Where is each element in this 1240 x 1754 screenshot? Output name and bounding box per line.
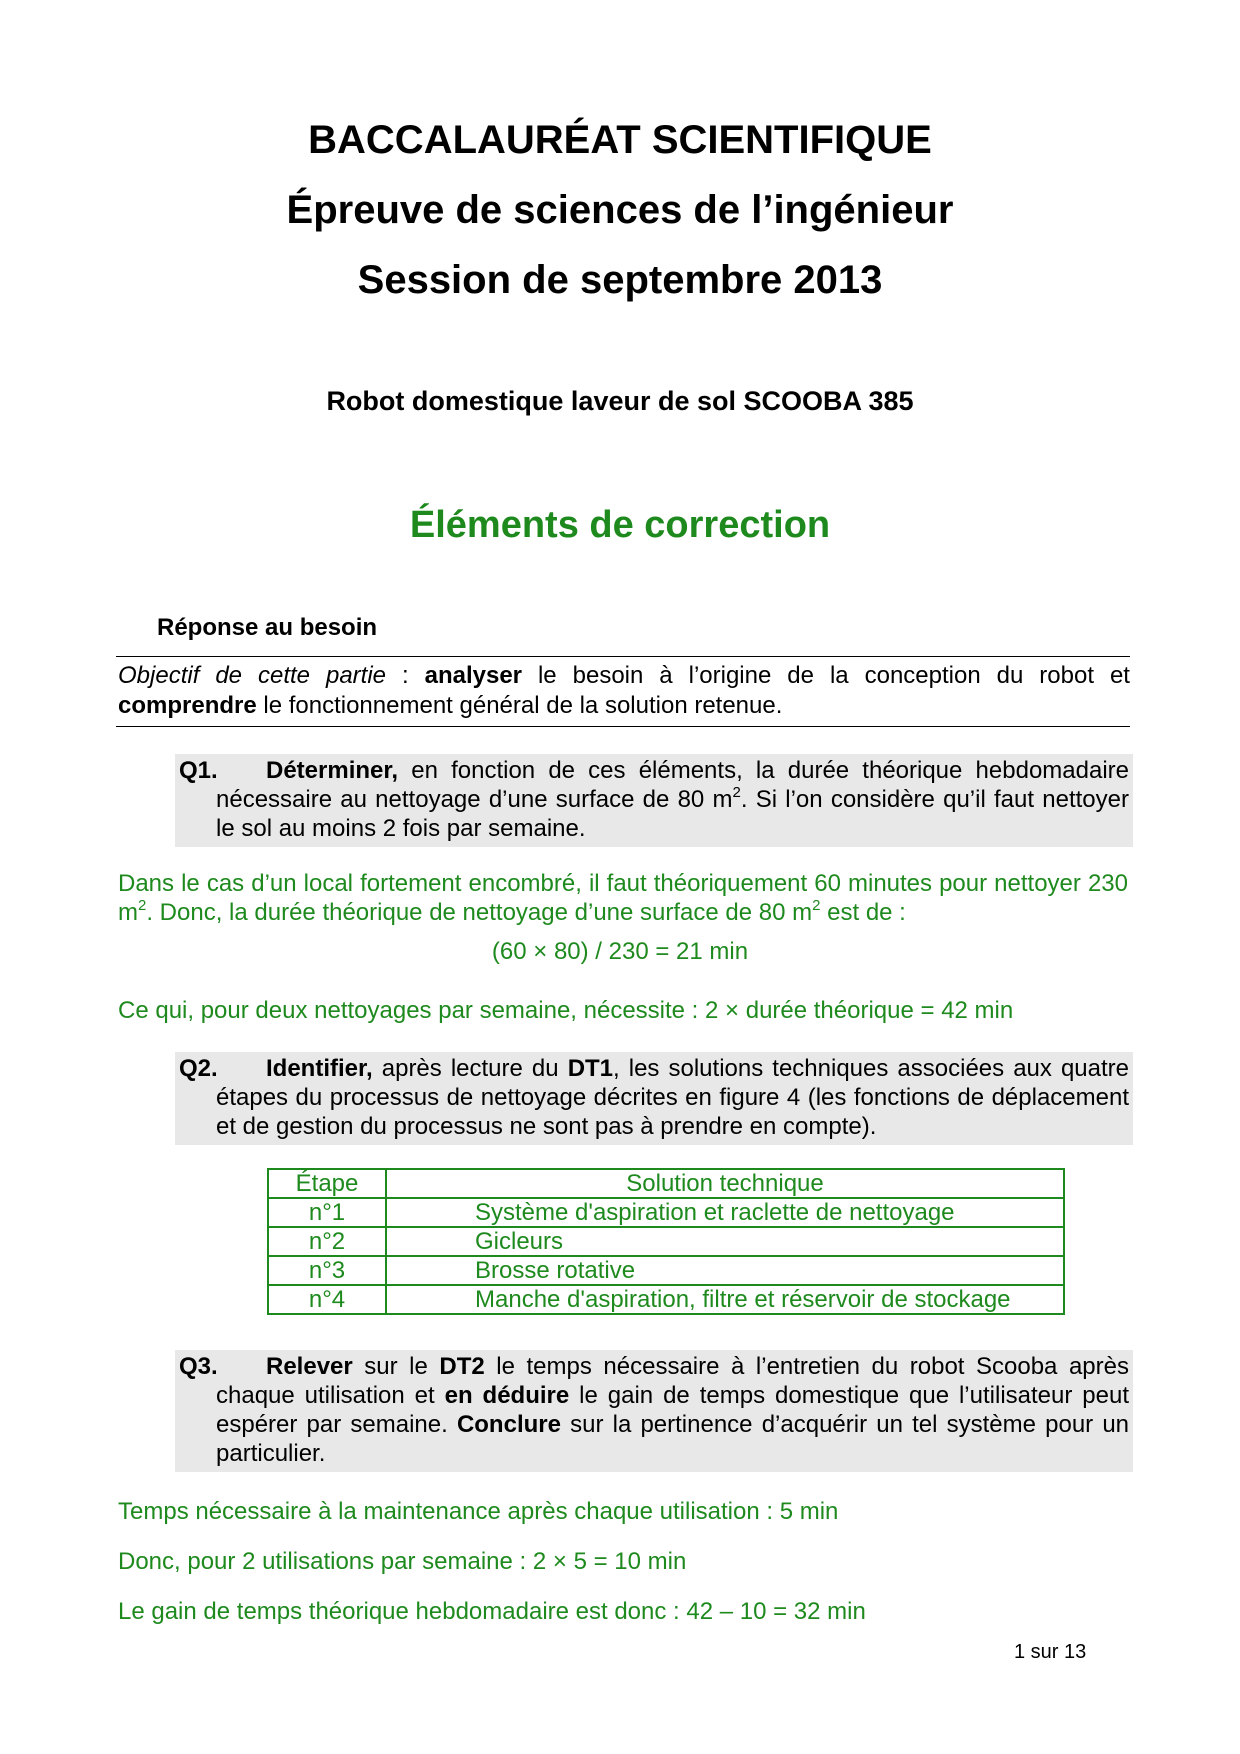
table-header-cell: Étape <box>268 1169 386 1198</box>
table-header-row <box>268 1169 1064 1198</box>
objective-verb-analyse: analyser <box>424 662 523 689</box>
table-cell: Gicleurs <box>386 1227 1064 1256</box>
table-cell: Système d'aspiration et raclette de nettoyage <box>386 1198 1064 1227</box>
question-verb: Relever <box>266 1353 353 1380</box>
question-text <box>216 1352 1133 1468</box>
page-number: 1 sur 13 <box>1014 1641 1087 1663</box>
table-cell: n°3 <box>268 1256 386 1285</box>
exam-session: Session de septembre 2013 <box>357 258 883 302</box>
question-text-part: . Si l’on considère qu’il faut nettoyer le sol au moins 2 fois par semaine. <box>216 786 1129 842</box>
subject-title: Robot domestique laveur de sol SCOOBA 385 <box>326 386 914 416</box>
question-text <box>216 756 1133 843</box>
answer-q1-formula: (60 × 80) / 230 = 21 min <box>491 938 749 965</box>
table-cell: Manche d'aspiration, filtre et réservoir de stockage <box>386 1285 1064 1314</box>
objective-colon: : <box>386 662 425 689</box>
exam-title: BACCALAURÉAT SCIENTIFIQUE <box>308 118 932 162</box>
section-title: Réponse au besoin <box>157 614 378 641</box>
question-verb: Identifier, <box>266 1055 373 1082</box>
question-number: Q1. <box>179 757 218 784</box>
question-text-part: le gain de temps domestique que l’utilisateur peut espérer par semaine. <box>216 1382 1129 1438</box>
question-text-part: sur la pertinence d’acquérir un tel système pour un particulier. <box>216 1411 1130 1467</box>
superscript: 2 <box>812 897 821 914</box>
solutions-table <box>267 1168 1065 1315</box>
table-cell: n°2 <box>268 1227 386 1256</box>
answer-text-part: est de : <box>820 899 906 926</box>
question-number: Q2. <box>179 1055 218 1082</box>
answer-q1-weekly: Ce qui, pour deux nettoyages par semaine, nécessite : 2 × durée théorique = 42 min <box>118 997 1014 1024</box>
exam-subtitle: Épreuve de sciences de l’ingénieur <box>286 188 954 232</box>
answer-q3-gain: Le gain de temps théorique hebdomadaire est donc : 42 – 10 = 32 min <box>118 1598 866 1625</box>
objective-label: Objectif de cette partie <box>118 662 387 689</box>
question-text-part: après lecture du <box>372 1055 568 1082</box>
objective-verb-comprendre: comprendre <box>118 692 257 719</box>
superscript: 2 <box>138 897 147 914</box>
question-verb: Conclure <box>456 1411 561 1438</box>
question-verb: Déterminer, <box>266 757 399 784</box>
correction-title: Éléments de correction <box>409 504 831 546</box>
table-cell: Brosse rotative <box>386 1256 1064 1285</box>
objective-text-2: le fonctionnement général de la solution retenue. <box>256 692 783 719</box>
answer-text-part: . Donc, la durée théorique de nettoyage d’une surface de 80 m <box>146 899 813 926</box>
question-q3 <box>175 1350 1133 1472</box>
question-verb: en déduire <box>444 1382 570 1409</box>
answer-text-part: Dans le cas d’un local fortement encombré, il faut théoriquement 60 minutes pour nettoyer 230 m <box>118 870 1128 926</box>
table-row <box>268 1227 1064 1256</box>
table-row <box>268 1285 1064 1314</box>
answer-q3-maintenance: Temps nécessaire à la maintenance après chaque utilisation : 5 min <box>118 1498 839 1525</box>
question-text-part: en fonction de ces éléments, la durée théorique hebdomadaire nécessaire au nettoyage d’une surface de 80 m <box>216 757 1129 813</box>
document-ref: DT1 <box>567 1055 614 1082</box>
table-row <box>268 1256 1064 1285</box>
objective-box <box>116 656 1130 727</box>
superscript: 2 <box>732 784 741 801</box>
question-q1 <box>175 754 1133 847</box>
question-text-part: , les solutions techniques associées aux quatre étapes du processus de nettoyage décrites en figure 4 (les fonctions de déplacement et de gestion du processus ne sont pas à prendre en compte). <box>216 1055 1129 1140</box>
question-text-part: le temps nécessaire à l’entretien du robot Scooba après chaque utilisation et <box>216 1353 1129 1409</box>
question-number: Q3. <box>179 1353 218 1380</box>
document-ref: DT2 <box>439 1353 485 1380</box>
table-header-cell: Solution technique <box>386 1169 1064 1198</box>
answer-q3-weekly: Donc, pour 2 utilisations par semaine : 2 × 5 = 10 min <box>118 1548 687 1575</box>
table-row <box>268 1198 1064 1227</box>
answer-q1-paragraph <box>118 869 1128 927</box>
question-text <box>216 1054 1133 1141</box>
question-q2 <box>175 1052 1133 1145</box>
table-cell: n°1 <box>268 1198 386 1227</box>
table-cell: n°4 <box>268 1285 386 1314</box>
objective-text-1: le besoin à l’origine de la conception du robot et <box>522 662 1130 689</box>
question-text-part: sur le <box>352 1353 440 1380</box>
